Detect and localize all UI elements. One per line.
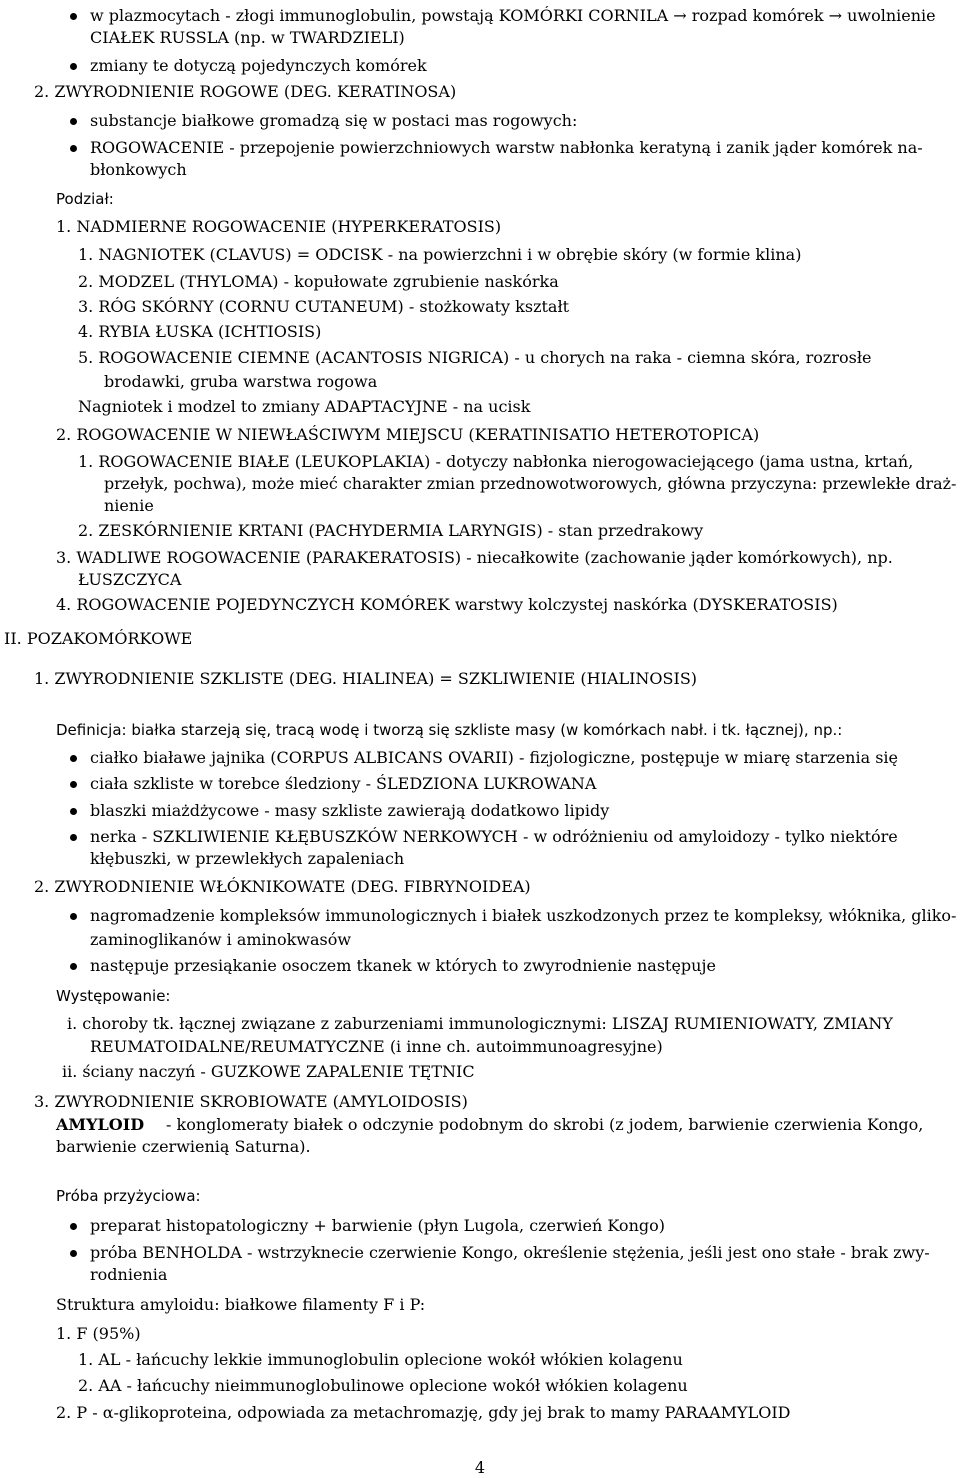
text-line: ciałko białawe jajnika (CORPUS ALBICANS OVARII) - fizjologiczne, postępuje w miarę starzenia się (90, 748, 898, 767)
subheading: Podział: (56, 190, 114, 208)
list-item: 2. MODZEL (THYLOMA) - kopułowate zgrubienie naskórka (78, 272, 559, 291)
subsection-heading: ŁUSZCZYCA (78, 570, 182, 589)
list-item: ii. ściany naczyń - GUZKOWE ZAPALENIE TĘTNIC (62, 1062, 475, 1081)
text-line: rodnienia (90, 1265, 168, 1284)
text-line: zaminoglikanów i aminokwasów (90, 930, 352, 949)
bullet-dot (70, 145, 77, 152)
text-line: ciała szkliste w torebce śledziony - ŚLEDZIONA LUKROWANA (90, 774, 597, 793)
list-item: nienie (104, 496, 154, 515)
bullet-dot (70, 781, 77, 788)
list-item: przełyk, pochwa), może mieć charakter zmian przednowotworowych, główna przyczyna: przewlekłe draż- (104, 474, 957, 493)
list-item: i. choroby tk. łącznej związane z zaburzeniami immunologicznymi: LISZAJ RUMIENIOWATY, ZMIANY (67, 1014, 893, 1033)
text-line: preparat histopatologiczny + barwienie (płyn Lugola, czerwień Kongo) (90, 1216, 665, 1235)
list-item: 1. ROGOWACENIE BIAŁE (LEUKOPLAKIA) - dotyczy nabłonka nierogowaciejącego (jama ustna, krtań, (78, 452, 914, 471)
subsection-heading: 3. WADLIWE ROGOWACENIE (PARAKERATOSIS) - niecałkowite (zachowanie jąder komórkowych), np. (56, 548, 893, 567)
text-line: następuje przesiąkanie osoczem tkanek w których to zwyrodnienie następuje (90, 956, 716, 975)
bullet-dot (70, 1223, 77, 1230)
text-line: blaszki miażdżycowe - masy szkliste zawierają dodatkowo lipidy (90, 801, 610, 820)
subsection-heading: 2. ZWYRODNIENIE WŁÓKNIKOWATE (DEG. FIBRYNOIDEA) (34, 877, 531, 896)
bullet-dot (70, 118, 77, 125)
subheading: Próba przyżyciowa: (56, 1187, 201, 1205)
subsection-heading: 3. ZWYRODNIENIE SKROBIOWATE (AMYLOIDOSIS) (34, 1092, 468, 1111)
text-line: próba BENHOLDA - wstrzyknecie czerwienie Kongo, określenie stężenia, jeśli jest ono stałe - brak zwy- (90, 1243, 930, 1262)
text-line: - konglomeraty białek o odczynie podobnym do skrobi (z jodem, barwienie czerwienia Kongo, (166, 1115, 924, 1134)
bullet-dot (70, 913, 77, 920)
list-item: 1. AL - łańcuchy lekkie immunoglobulin oplecione wokół włókien kolagenu (78, 1350, 683, 1369)
bullet-dot (70, 13, 77, 20)
text-line: kłębuszki, w przewlekłych zapaleniach (90, 849, 405, 868)
amyloid-term: AMYLOID (56, 1115, 145, 1134)
list-item: brodawki, gruba warstwa rogowa (104, 372, 378, 391)
text-line: CIAŁEK RUSSLA (np. w TWARDZIELI) (90, 28, 405, 47)
list-item: 5. ROGOWACENIE CIEMNE (ACANTOSIS NIGRICA) - u chorych na raka - ciemna skóra, rozrosłe (78, 348, 872, 367)
text-line: błonkowych (90, 160, 187, 179)
text-line: zmiany te dotyczą pojedynczych komórek (90, 56, 427, 75)
text-line: barwienie czerwienią Saturna). (56, 1137, 311, 1156)
bullet-dot (70, 808, 77, 815)
subsection-heading: 2. ROGOWACENIE W NIEWŁAŚCIWYM MIEJSCU (KERATINISATIO HETEROTOPICA) (56, 425, 760, 444)
list-item: 2. ZESKÓRNIENIE KRTANI (PACHYDERMIA LARYNGIS) - stan przedrakowy (78, 521, 704, 540)
list-item: 1. F (95%) (56, 1324, 141, 1343)
list-item: 4. RYBIA ŁUSKA (ICHTIOSIS) (78, 322, 322, 341)
list-item: 3. RÓG SKÓRNY (CORNU CUTANEUM) - stożkowaty kształt (78, 297, 570, 316)
section-heading: II. POZAKOMÓRKOWE (4, 629, 193, 648)
list-item: REUMATOIDALNE/REUMATYCZNE (i inne ch. autoimmunoagresyjne) (90, 1037, 663, 1056)
bullet-dot (70, 1250, 77, 1257)
text-line: Nagniotek i modzel to zmiany ADAPTACYJNE - na ucisk (78, 397, 531, 416)
text-line: Struktura amyloidu: białkowe filamenty F i P: (56, 1295, 426, 1314)
bullet-dot (70, 755, 77, 762)
page-number: 4 (474, 1458, 486, 1477)
list-item: 2. AA - łańcuchy nieimmunoglobulinowe oplecione wokół włókien kolagenu (78, 1376, 688, 1395)
bullet-dot (70, 963, 77, 970)
subsection-heading: 1. ZWYRODNIENIE SZKLISTE (DEG. HIALINEA) = SZKLIWIENIE (HIALINOSIS) (34, 669, 698, 688)
list-item: 2. P - α-glikoproteina, odpowiada za metachromazję, gdy jej brak to mamy PARAAMYLOID (56, 1403, 791, 1422)
text-line: nagromadzenie kompleksów immunologicznych i białek uszkodzonych przez te kompleksy, włóknika, gliko- (90, 906, 957, 925)
bullet-dot (70, 834, 77, 841)
subheading: Występowanie: (56, 987, 171, 1005)
subsection-heading: 4. ROGOWACENIE POJEDYNCZYCH KOMÓREK warstwy kolczystej naskórka (DYSKERATOSIS) (56, 595, 838, 614)
subsection-heading: 1. NADMIERNE ROGOWACENIE (HYPERKERATOSIS) (56, 217, 502, 236)
text-line: substancje białkowe gromadzą się w postaci mas rogowych: (90, 111, 578, 130)
definition-line: Definicja: białka starzeją się, tracą wodę i tworzą się szkliste masy (w komórkach nabł. i tk. łącznej), np.: (56, 721, 843, 739)
text-line: ROGOWACENIE - przepojenie powierzchniowych warstw nabłonka keratyną i zanik jąder komórek na- (90, 138, 923, 157)
section-heading: 2. ZWYRODNIENIE ROGOWE (DEG. KERATINOSA) (34, 82, 457, 101)
text-line: nerka - SZKLIWIENIE KŁĘBUSZKÓW NERKOWYCH - w odróżnieniu od amyloidozy - tylko niektóre (90, 827, 898, 846)
bullet-dot (70, 63, 77, 70)
text-line: w plazmocytach - złogi immunoglobulin, powstają KOMÓRKI CORNILA → rozpad komórek → uwolnienie (90, 6, 936, 25)
list-item: 1. NAGNIOTEK (CLAVUS) = ODCISK - na powierzchni i w obrębie skóry (w formie klina) (78, 245, 802, 264)
